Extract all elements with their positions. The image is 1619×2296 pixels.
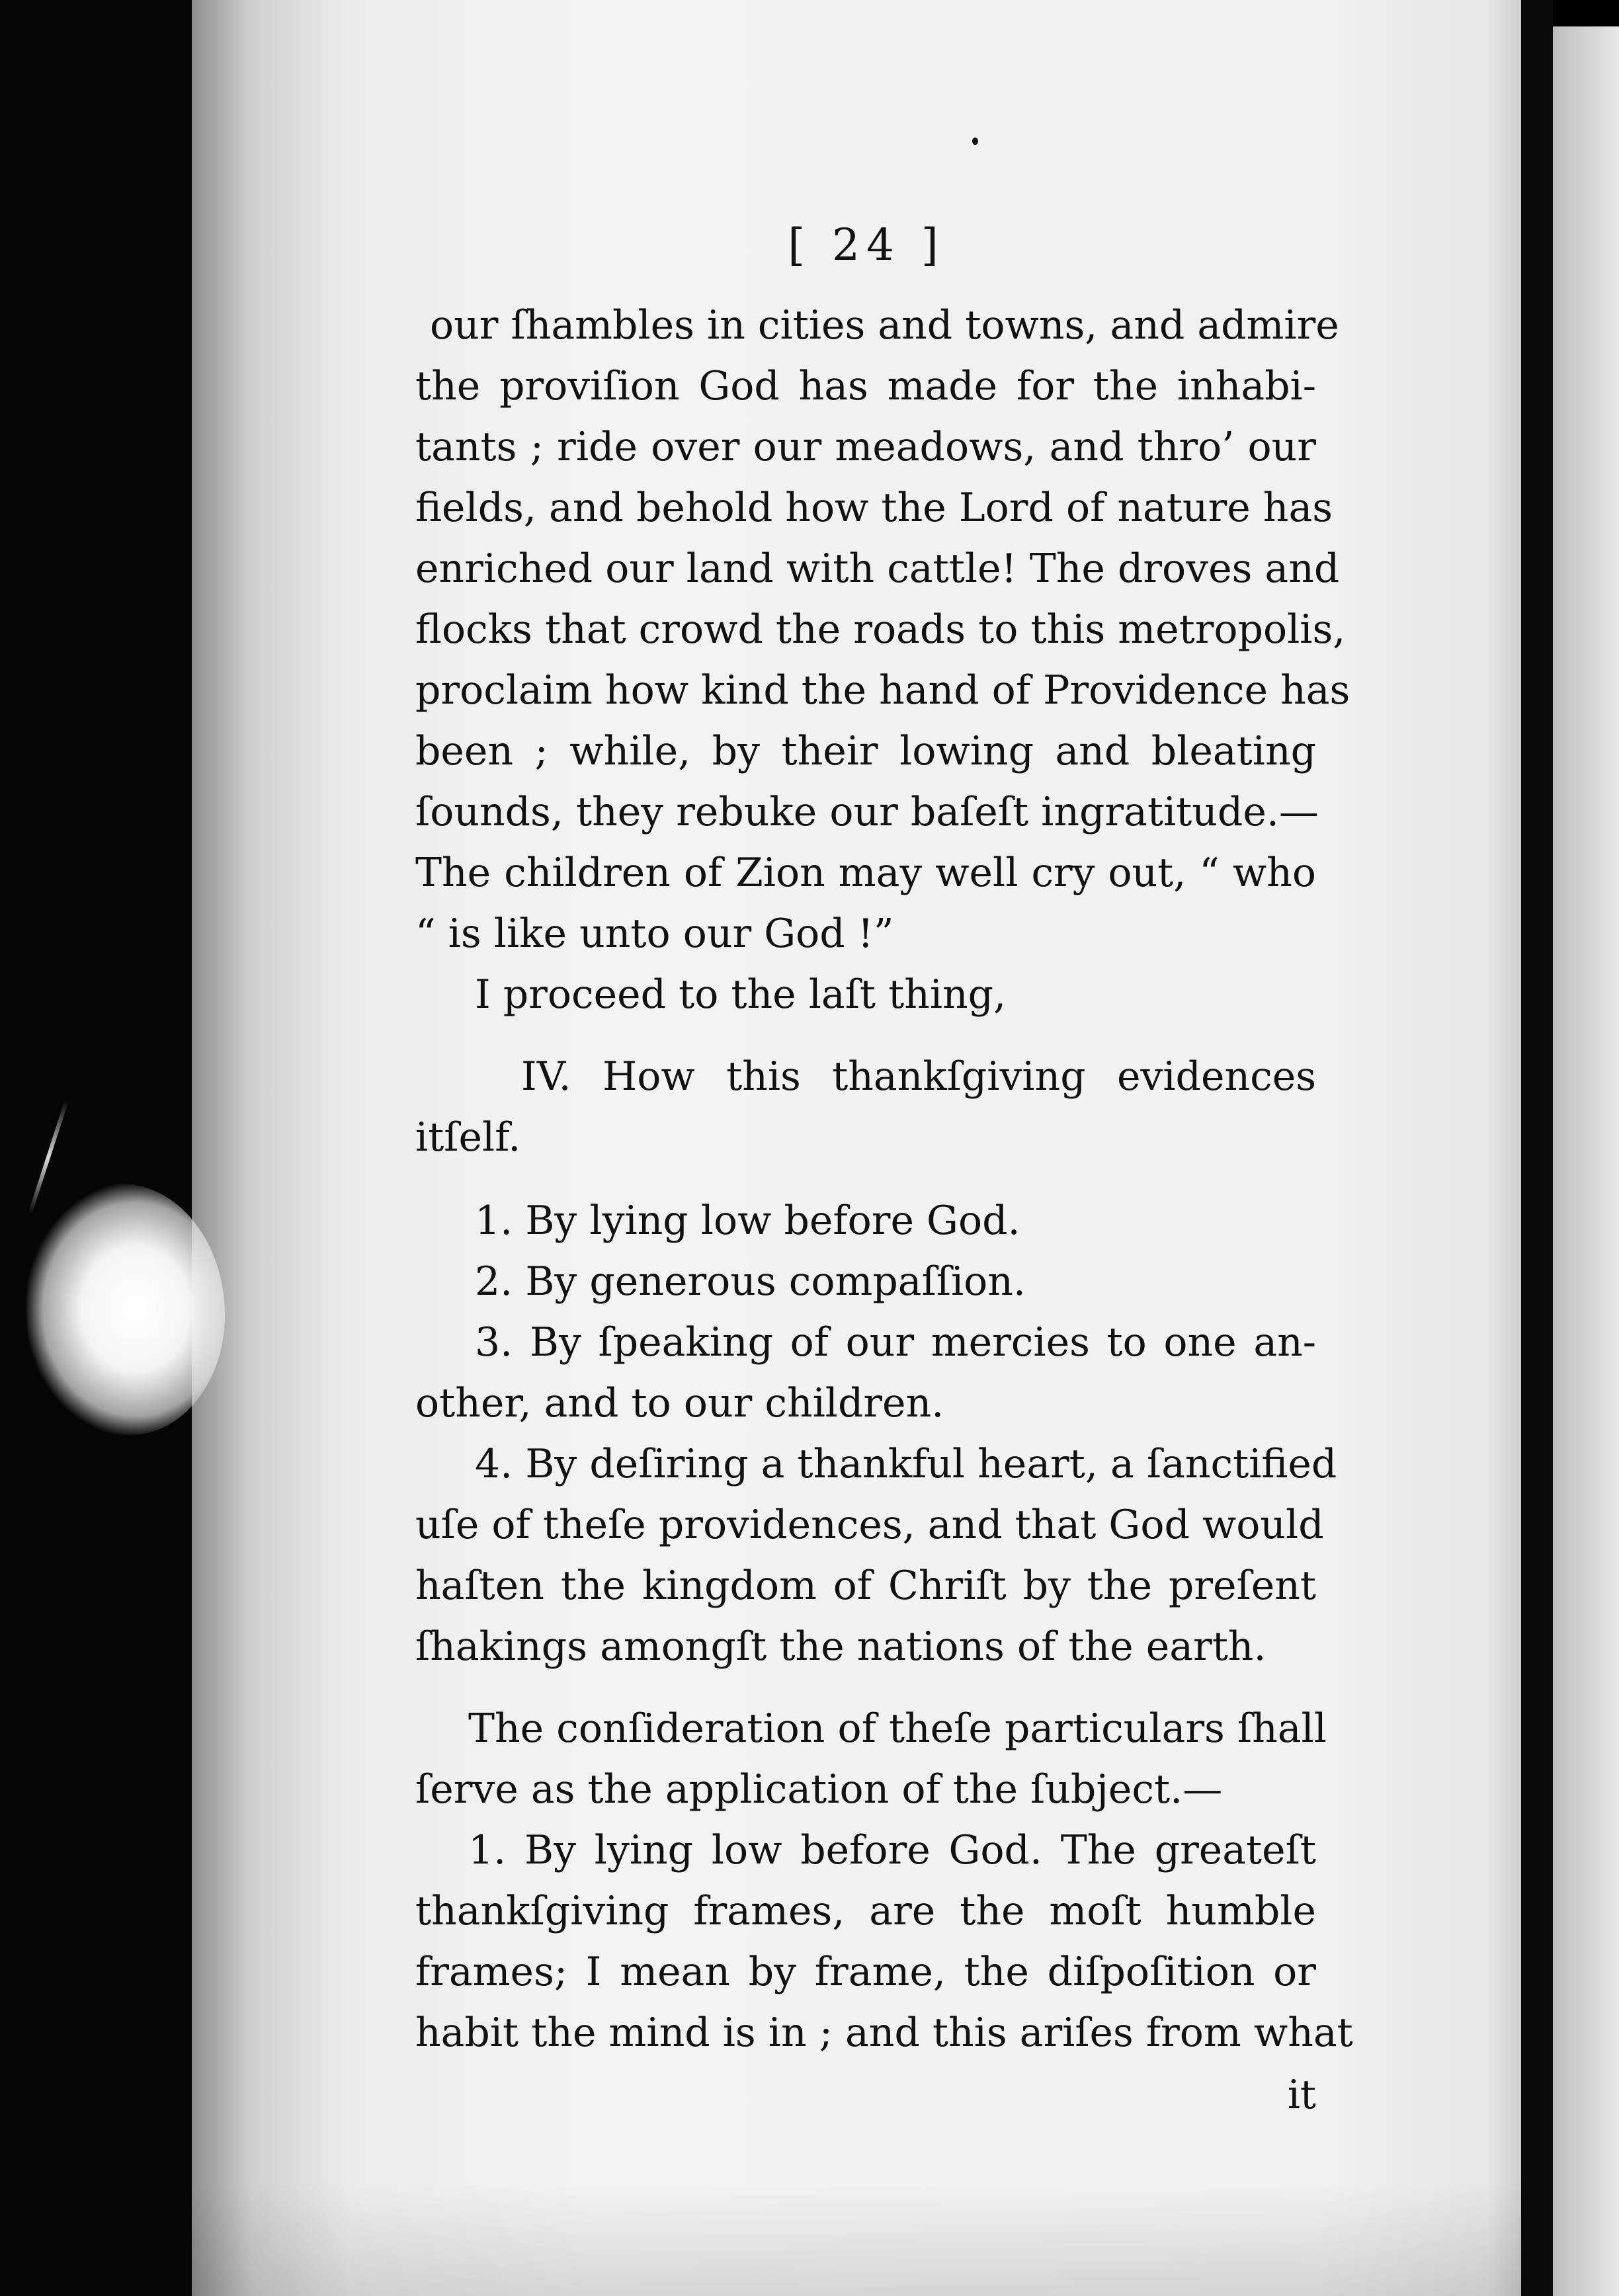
text-line: 4. By deſiring a thankful heart, a ſanctified xyxy=(475,1441,1337,1487)
text-line: IV. How this thankſgiving evidences xyxy=(521,1053,1316,1100)
text-line: been ; while, by their lowing and bleating xyxy=(415,728,1316,774)
catchword: it xyxy=(1287,2072,1316,2118)
text-line: frames; I mean by frame, the diſpoſition or xyxy=(415,1949,1316,1995)
text-line: ſounds, they rebuke our baſeſt ingratitude.— xyxy=(415,789,1319,835)
text-line: uſe of theſe providences, and that God would xyxy=(415,1502,1324,1548)
text-line: ſerve as the application of the ſubject.— xyxy=(415,1766,1223,1813)
text-line: The children of Zion may well cry out, “ who xyxy=(415,850,1316,896)
facing-page-edge xyxy=(1553,26,1619,2296)
text-line: 2. By generous compaſſion. xyxy=(475,1258,1026,1305)
scanner-background-left xyxy=(0,0,198,2296)
text-line: our ſhambles in cities and towns, and admire xyxy=(430,302,1339,348)
text-line: the proviſion God has made for the inhabi- xyxy=(415,363,1316,409)
text-line: tants ; ride over our meadows, and thro’ our xyxy=(415,424,1316,470)
book-gutter xyxy=(1521,0,1553,2296)
text-line: thankſgiving frames, are the moſt humble xyxy=(415,1888,1316,1934)
body-text xyxy=(415,0,1353,2296)
text-line: habit the mind is in ; and this ariſes from what xyxy=(415,2010,1353,2056)
text-line: flocks that crowd the roads to this metropolis, xyxy=(415,606,1346,653)
text-line: other, and to our children. xyxy=(415,1380,944,1426)
page-number: [ 24 ] xyxy=(788,220,945,270)
text-line: enriched our land with cattle! The droves and xyxy=(415,546,1340,592)
text-line: 3. By ſpeaking of our mercies to one an- xyxy=(475,1319,1316,1366)
text-line: 1. By lying low before God. xyxy=(475,1198,1020,1244)
text-line: “ is like unto our God !” xyxy=(415,911,894,957)
text-line: ſhakings amongſt the nations of the earth. xyxy=(415,1623,1266,1670)
text-line: The conſideration of theſe particulars ſhall xyxy=(468,1705,1327,1752)
text-line: I proceed to the laſt thing, xyxy=(475,971,1007,1018)
text-line: proclaim how kind the hand of Providence has xyxy=(415,667,1350,714)
text-line: fields, and behold how the Lord of nature has xyxy=(415,485,1333,531)
text-line: haſten the kingdom of Chriſt by the preſent xyxy=(415,1563,1316,1609)
text-line: itſelf. xyxy=(415,1114,521,1161)
text-line: 1. By lying low before God. The greateſt xyxy=(468,1827,1316,1873)
